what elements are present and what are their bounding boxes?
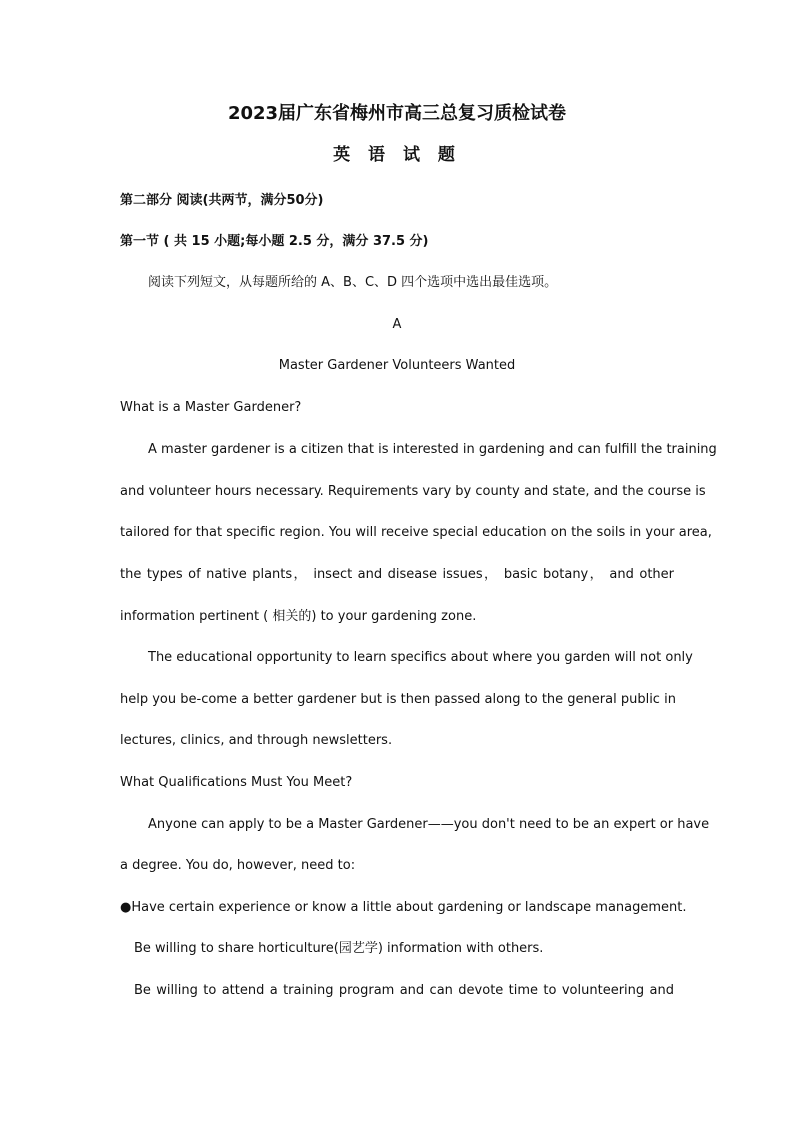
passage-letter: A (392, 317, 402, 332)
passage-heading: What is a Master Gardener? (120, 400, 302, 415)
passage-title: Master Gardener Volunteers Wanted (278, 358, 516, 373)
paragraph-line: A master gardener is a citizen that is interested in gardening and can fulfill the training (148, 442, 717, 457)
document-title: 2023届广东省梅州市高三总复习质检试卷 (227, 103, 567, 124)
instruction-text: 阅读下列短文，从每题所给的 A、B、C、D 四个选项中选出最佳选项。 (148, 275, 558, 290)
paragraph-line: information pertinent ( 相关的) to your gardening zone. (120, 609, 477, 624)
list-item: Be willing to share horticulture(园艺学) information with others. (134, 941, 544, 956)
subsection-heading: 第一节 ( 共 15 小题;每小题 2.5 分，满分 37.5 分) (120, 234, 429, 249)
paragraph-line: and volunteer hours necessary. Requirements vary by county and state, and the course is (120, 484, 706, 499)
paragraph-line: help you be-come a better gardener but is then passed along to the general public in (120, 692, 676, 707)
list-item: ●Have certain experience or know a little about gardening or landscape management. (120, 900, 687, 915)
paragraph-line: tailored for that specific region. You will receive special education on the soils in your area, (120, 525, 712, 540)
paragraph-line: The educational opportunity to learn specifics about where you garden will not only (148, 650, 693, 665)
passage-heading: What Qualifications Must You Meet? (120, 775, 353, 790)
paragraph-line: the types of native plants， insect and disease issues， basic botany， and other (120, 567, 674, 582)
document-subtitle: 英 语 试 题 (333, 145, 461, 165)
paragraph-line: a degree. You do, however, need to: (120, 858, 356, 873)
list-item: Be willing to attend a training program and can devote time to volunteering and (134, 983, 674, 998)
paragraph-line: lectures, clinics, and through newsletters. (120, 733, 393, 748)
section-part-heading: 第二部分 阅读(共两节，满分50分) (120, 193, 324, 208)
paragraph-line: Anyone can apply to be a Master Gardener——you don't need to be an expert or have (148, 817, 710, 832)
